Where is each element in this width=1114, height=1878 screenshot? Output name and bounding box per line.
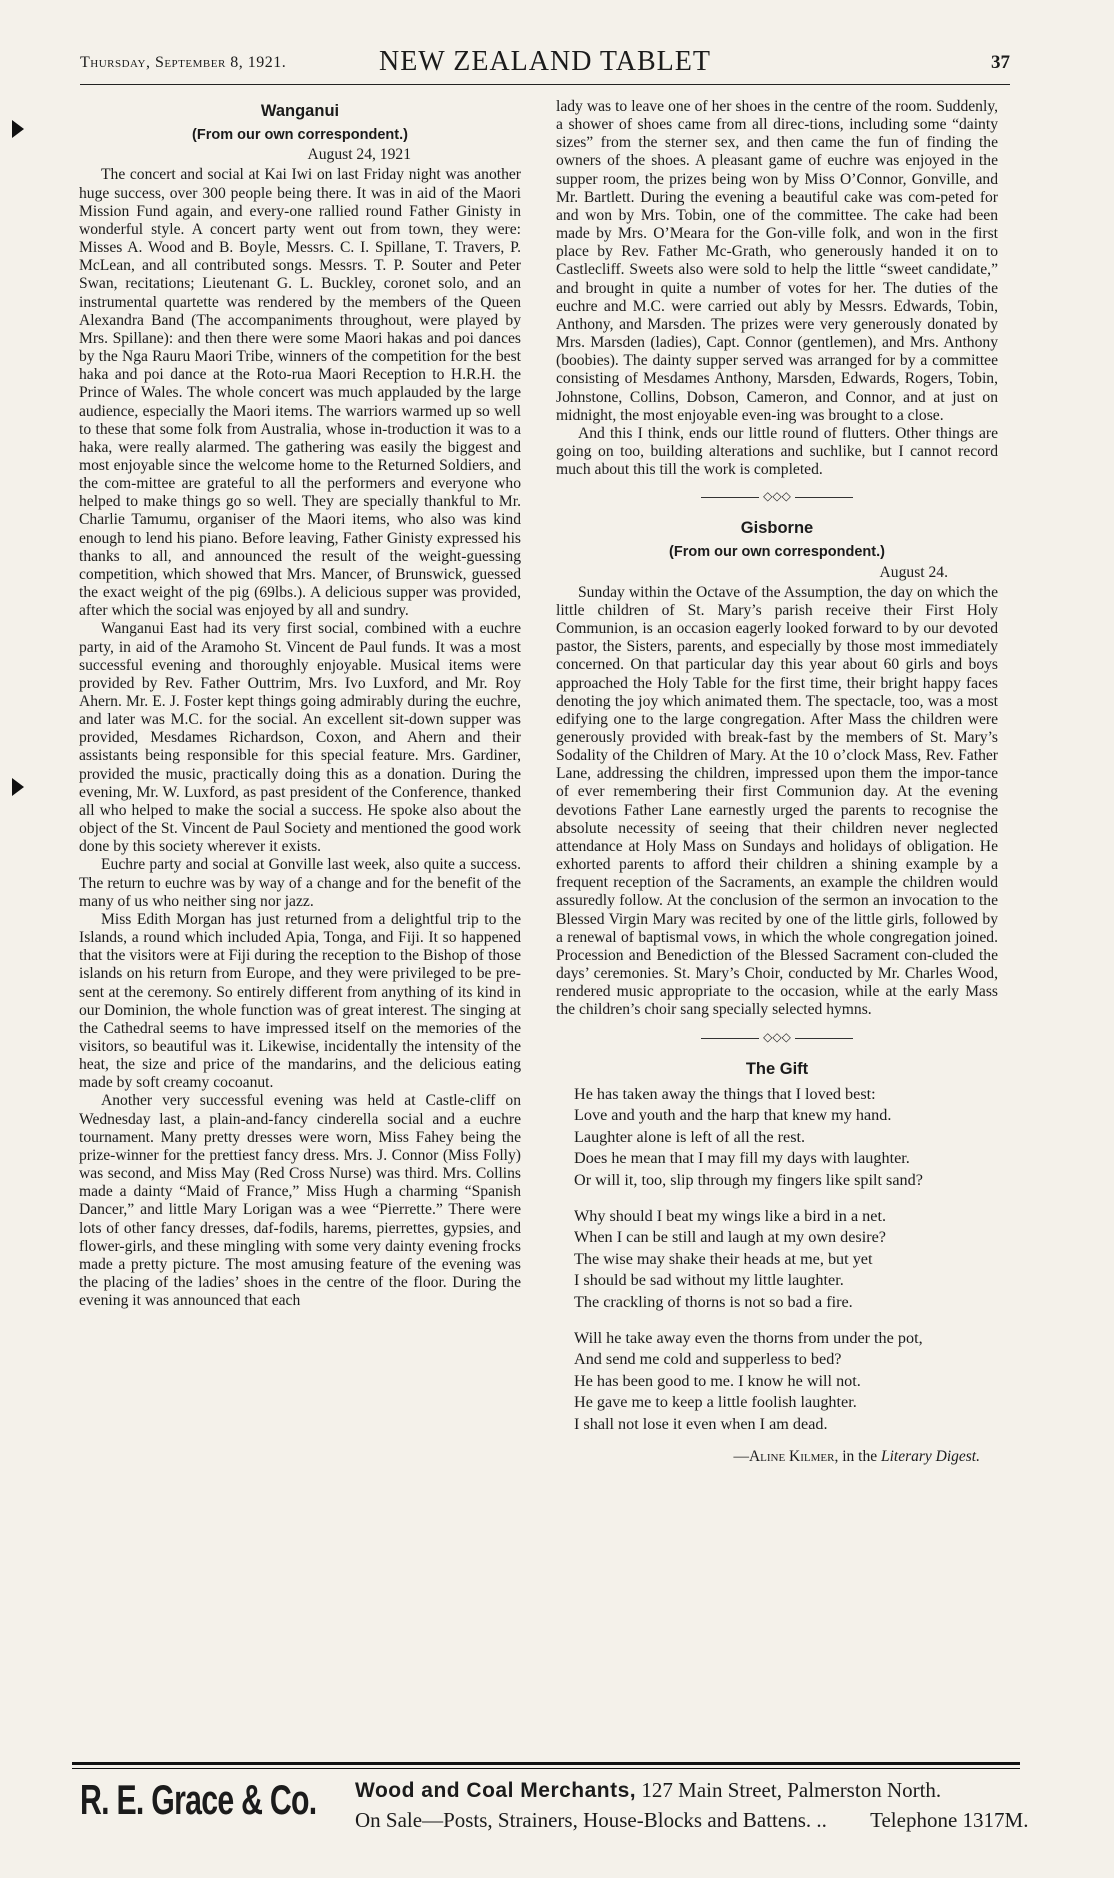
byline: (From our own correspondent.) (192, 127, 408, 144)
article-paragraph: Another very successful evening was held at Castle-cliff on Wednesday last, a plain-and-fancy cinderella social and a euchre tournament. Many pretty dresses were worn, Miss Fahey being the prize-winner for the prettiest fancy dress. Mrs. J. Connor (Miss Folly) was second, and Miss May (Red Cross Nurse) was third. Mrs. Collins made a dainty “Maid of France,” Miss Hugh a charming “Spanish Dancer,” and little Mary Lorigan was a wee “Pierrette.” There were lots of other fancy dresses, daf-fodils, harems, pierrettes, gypsies, and flower-girls, and these mingling with some very dainty evening frocks made a pretty picture. The most amusing feature of the evening was the placing of the ladies’ shoes in the centre of the floor. During the evening it was announced that each (79, 1092, 521, 1310)
article-paragraph: Wanganui East had its very first social, combined with a euchre party, in aid of the Aramoho St. Vincent de Paul funds. It was a most successful evening and thoroughly enjoyable. Musical items were provided by Rev. Father Outtrim, Mrs. Ivo Luxford, and Mr. Roy Ahern. Mr. E. J. Foster kept things going admirably during the euchre, and later was M.C. for the social. An excellent sit-down supper was provided, Mesdames Richardson, Coxon, and Ahern and their assistants being responsible for this special feature. Mrs. Gardiner, provided the music, practically doing this as a donation. During the evening, Mr. W. Luxford, as past president of the Conference, thanked all who helped to make the social a success. He spoke also about the object of the St. Vincent de Paul Society and mentioned the good work done by this society wherever it exists. (79, 620, 521, 856)
poem-source: Literary Digest. (880, 1447, 980, 1465)
poem-line: The wise may shake their heads at me, but yet (574, 1249, 873, 1268)
left-column (79, 98, 521, 1310)
poem-stanza (574, 1328, 998, 1436)
advert-line (355, 1778, 941, 1803)
article-paragraph: Sunday within the Octave of the Assumption, the day on which the little children of St. Mary’s parish receive their First Holy Communion, is an occasion eagerly looked forward to by our devoted pastor, the Sisters, parents, and especially by those most immediately concerned. On that particular day this year about 60 girls and boys approached the Holy Table for the first time, their bright happy faces denoting the joy which animated them. The spectacle, too, was a most edifying one to the large congregation. After Mass the children were generously provided with break-fast by the members of St. Mary’s Sodality of the Children of Mary. At the 10 o’clock Mass, Rev. Father Lane, addressing the children, impressed upon them the impor-tance of ever remembering their first Communion day. At the evening devotions Father Lane earnestly urged the parents to recognise the absolute necessity of seeing that their children never neglected attendance at Holy Mass on Sundays and holidays of obligation. He exhorted parents to afford their children a shining example by a frequent reception of the Sacraments, an example the children would assuredly follow. At the conclusion of the sermon an invocation to the Blessed Virgin Mary was recited by one of the little girls, followed by a renewal of baptismal vows, in which the whole congregation joined. Procession and Benediction of the Blessed Sacrament con-cluded the days’ ceremonies. St. Mary’s Choir, conducted by Mr. Charles Wood, rendered music appropriate to the occasion, while at the early Mass the children’s choir sang specially selected hymns. (556, 583, 998, 1019)
page-header (80, 46, 1010, 85)
advert-telephone: Telephone 1317M. (870, 1808, 1029, 1832)
advertiser-name: R. E. Grace & Co. (80, 1776, 317, 1823)
divider-ornament-icon: ◇◇◇ (759, 489, 795, 503)
poem-line: Love and youth and the harp that knew my hand. (574, 1106, 892, 1125)
footer-rule (72, 1762, 1020, 1765)
poem-line: And send me cold and supperless to bed? (574, 1350, 842, 1369)
article-paragraph: Miss Edith Morgan has just returned from a delightful trip to the Islands, a round which included Apia, Tonga, and Fiji. It so happened that the visitors were at Fiji during the reception to the Bishop of those islands on his return from Europe, and they were privileged to be pre-sent at the ceremony. So entirely different from anything of its kind in our Dominion, the whole function was of great interest. The singing at the Cathedral seems to have impressed itself on the memories of the visitors, so beautiful was it. Likewise, incidentally the intensity of the heat, the size and price of the mandarins, and the delicious eating made by soft creamy cocoanut. (79, 910, 521, 1092)
poem-line: He has been good to me. I know he will not. (574, 1371, 861, 1390)
section-divider (556, 1028, 998, 1050)
article-paragraph: And this I think, ends our little round of flutters. Other things are going on too, building alterations and suchlike, but I cannot record much about this till the work is completed. (556, 424, 998, 479)
margin-arrow-icon (12, 778, 24, 796)
divider-ornament-icon: ◇◇◇ (759, 1030, 795, 1044)
article-paragraph: The concert and social at Kai Iwi on last Friday night was another huge success, over 300 people being there. It was in aid of the Maori Mission Fund again, and every-one rallied round Father Ginisty in wonderful style. A concert party went out from town, they were: Misses A. Wood and B. Boyle, Messrs. C. I. Spillane, T. Travers, P. McLean, and all contributed songs. Messrs. T. P. Souter and Peter Swan, recitations; Lieutenant G. L. Buckley, coronet solo, and an instrumental quartette was rendered by the members of the Queen Alexandra Band (The accompaniments throughout, were played by Mrs. Spillane): and then there were some Maori hakas and poi dances by the Nga Rauru Maori Tribe, winners of the competition for the best haka and poi dance at the Roto-rua Maori Reception to H.R.H. the Prince of Wales. The whole concert was much applauded by the large audience, especially the Maori items. The warriors warmed up so well to these that some folk from Australia, whose in-troduction it was to a haka, were really alarmed. The gathering was easily the biggest and most enjoyable since the welcome home to the Returned Soldiers, and the com-mittee are grateful to all the performers and everyone who helped to make things go so well. They are specially thankful to Mr. Charlie Tamumu, organiser of the Maori items, who also was kind enough to lend his piano. Before leaving, Father Ginisty expressed his thanks to all, and announced the result of the weight-guessing competition, which showed that Mrs. Mancer, of Brunswick, guessed the exact weight of the pig (69lbs.). A delicious supper was provided, after which the social was enjoyed by all and sundry. (79, 166, 521, 620)
poem-line: Will he take away even the thorns from under the pot, (574, 1328, 923, 1347)
poem-line: He gave me to keep a little foolish laughter. (574, 1393, 857, 1412)
dateline: August 24. (879, 563, 948, 581)
poem-line: I should be sad without my little laughter. (574, 1271, 844, 1290)
right-column (556, 98, 998, 1467)
section-title-wanganui: Wanganui (260, 102, 340, 120)
advert-address: 127 Main Street, Palmerston North. (641, 1778, 942, 1802)
poem-stanza (574, 1084, 998, 1192)
poem-line: Does he mean that I may fill my days with laughter. (574, 1149, 910, 1168)
poem-line: The crackling of thorns is not so bad a fire. (574, 1293, 853, 1311)
issue-date: Thursday, September 8, 1921. (80, 54, 287, 71)
poem (574, 1084, 998, 1468)
poem-line: When I can be still and laugh at my own desire? (574, 1228, 886, 1247)
poem-line: He has taken away the things that I loved best: (574, 1084, 876, 1103)
poem-stanza (574, 1206, 998, 1314)
section-title-gisborne: Gisborne (740, 519, 814, 538)
poem-title: The Gift (745, 1059, 809, 1078)
margin-arrow-icon (12, 120, 24, 138)
article-paragraph: Euchre party and social at Gonville last week, also quite a success. The return to euchre was by way of a change and for the benefit of the many of us who neither sing nor jazz. (79, 856, 521, 910)
source-prefix: in the (842, 1447, 878, 1465)
masthead-title: NEW ZEALAND TABLET (378, 46, 711, 77)
page-number: 37 (991, 52, 1010, 73)
article-paragraph: lady was to leave one of her shoes in the centre of the room. Suddenly, a shower of shoes came from all direc-tions, including some “dainty sizes” from the sterner sex, and then came the fun of finding the owners of the shoes. A pleasant game of euchre was enjoyed in the supper room, the prizes being won by Miss O’Connor, Gonville, and Mr. Bartlett. During the evening a beautiful cake was com-peted for and won by Mrs. Tobin, one of the committee. The cake had been made by Mrs. O’Meara for the Gon-ville folk, and won in the first place by Rev. Father Mc-Grath, who generously handed it on to Castlecliff. Sweets also were sold to help the little “sweet candidate,” and brought in quite a number of votes for her. The duties of the euchre and M.C. were carried out ably by Messrs. Edwards, Tobin, Anthony, and Marsden. The prizes were very generously donated by Mrs. Marsden (ladies), Capt. Connor (gentlemen), and Mrs. Anthony (boobies). The dainty supper served was arranged for by a committee consisting of Mesdames Anthony, Marsden, Edwards, Rogers, Tobin, Johnstone, Collins, Dobson, Cameron, and Connor, and at just on midnight, the most enjoyable even-ing was brought to a close. (556, 98, 998, 424)
poem-line: Why should I beat my wings like a bird in a net. (574, 1206, 886, 1225)
poem-line: I shall not lose it even when I am dead. (574, 1414, 828, 1433)
poem-line: Or will it, too, slip through my fingers like spilt sand? (574, 1171, 923, 1190)
section-divider (556, 487, 998, 509)
byline: (From our own correspondent.) (669, 544, 885, 561)
poem-author: —Aline Kilmer, (733, 1447, 839, 1465)
advert-products: On Sale—Posts, Strainers, House-Blocks and Battens. .. (355, 1808, 827, 1832)
dateline: August 24, 1921 (307, 146, 411, 164)
poem-attribution (574, 1446, 998, 1468)
advert-trade: Wood and Coal Merchants, (355, 1779, 637, 1802)
advert-line (355, 1808, 1028, 1833)
poem-line: Laughter alone is left of all the rest. (574, 1127, 806, 1146)
footer-rule (72, 1768, 1020, 1769)
